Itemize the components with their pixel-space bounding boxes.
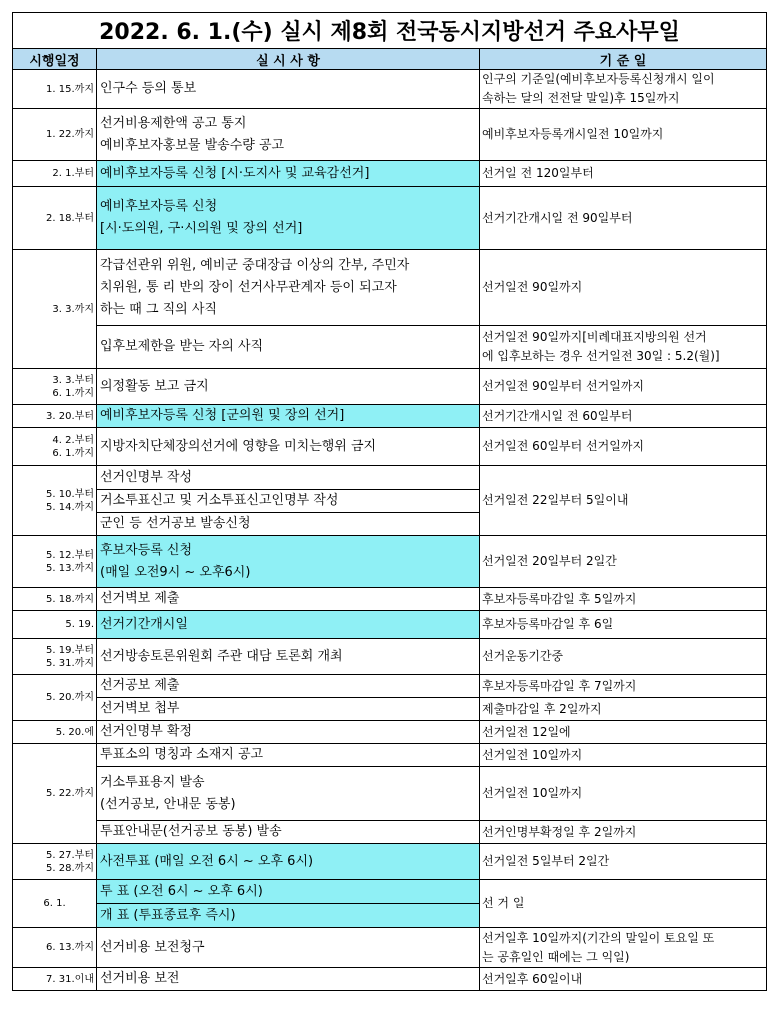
basis-text: 선거일전 10일까지 bbox=[482, 747, 583, 762]
schedule-date: 2. 18.부터 bbox=[46, 212, 94, 224]
basis-text: 선거기간개시일 전 60일부터 bbox=[482, 408, 633, 423]
item-text: 예비후보자홍보물 발송수량 공고 bbox=[100, 137, 285, 153]
basis-cell bbox=[480, 161, 767, 187]
schedule-cell bbox=[13, 928, 97, 968]
item-cell bbox=[97, 513, 480, 536]
schedule-cell bbox=[13, 161, 97, 187]
item-text: 예비후보자등록 신청 [군의원 및 장의 선거] bbox=[100, 408, 345, 423]
schedule-cell bbox=[13, 588, 97, 611]
item-cell bbox=[97, 490, 480, 513]
item-cell bbox=[97, 639, 480, 675]
basis-cell bbox=[480, 639, 767, 675]
item-text: 거소투표신고 및 거소투표신고인명부 작성 bbox=[100, 493, 339, 508]
table-row bbox=[13, 744, 767, 767]
table-row bbox=[13, 70, 767, 109]
item-text: [시·도의원, 구·시의원 및 장의 선거] bbox=[100, 221, 303, 236]
basis-cell bbox=[480, 369, 767, 405]
basis-cell bbox=[480, 611, 767, 639]
basis-text: 에 입후보하는 경우 선거일전 30일 : 5.2(월)] bbox=[482, 349, 720, 363]
basis-cell bbox=[480, 821, 767, 844]
item-cell bbox=[97, 250, 480, 326]
schedule-date: 5. 10.부터 bbox=[46, 488, 94, 500]
item-text: 투표소의 명칭과 소재지 공고 bbox=[100, 747, 264, 762]
schedule-cell bbox=[13, 536, 97, 588]
basis-cell bbox=[480, 968, 767, 991]
table-row bbox=[13, 187, 767, 250]
table-row bbox=[13, 250, 767, 326]
schedule-date: 1. 22.까지 bbox=[46, 129, 94, 140]
basis-text: 예비후보자등록개시일전 10일까지 bbox=[482, 127, 664, 141]
table-row bbox=[13, 611, 767, 639]
basis-text: 선거일전 90일까지 bbox=[482, 280, 583, 294]
item-cell-highlighted bbox=[97, 844, 480, 880]
basis-cell bbox=[480, 405, 767, 428]
basis-cell bbox=[480, 744, 767, 767]
table-row bbox=[13, 405, 767, 428]
basis-text: 선거일전 10일까지 bbox=[482, 786, 583, 800]
item-text: 투표안내문(선거공보 동봉) 발송 bbox=[100, 824, 282, 839]
schedule-date: 6. 1. bbox=[43, 898, 66, 909]
item-cell bbox=[97, 721, 480, 744]
item-cell bbox=[97, 428, 480, 466]
schedule-date: 5. 19. bbox=[65, 619, 94, 630]
basis-text: 선거일전 90일까지[비례대표지방의원 선거 bbox=[482, 330, 707, 344]
basis-text: 선거일전 20일부터 2일간 bbox=[482, 554, 617, 568]
item-cell bbox=[97, 109, 480, 161]
table-row bbox=[13, 109, 767, 161]
basis-text: 선거일전 90일부터 선거일까지 bbox=[482, 379, 645, 393]
schedule-date: 3. 20.부터 bbox=[46, 410, 94, 422]
schedule-date: 3. 3.까지 bbox=[52, 303, 94, 315]
schedule-date: 5. 19.부터 bbox=[46, 644, 94, 656]
schedule-date: 4. 2.부터 bbox=[52, 434, 94, 446]
table-row bbox=[13, 675, 767, 698]
header-item: 실 시 사 항 bbox=[97, 49, 480, 70]
item-text: 선거비용 보전청구 bbox=[100, 939, 205, 955]
schedule-date: 5. 18.까지 bbox=[46, 593, 94, 605]
header-basis: 기 준 일 bbox=[480, 49, 767, 70]
table-row bbox=[13, 326, 767, 369]
item-text: (매일 오전9시 ~ 오후6시) bbox=[100, 564, 251, 580]
item-cell-highlighted bbox=[97, 880, 480, 904]
item-text: 지방자치단체장의선거에 영향을 미치는행위 금지 bbox=[100, 438, 377, 454]
table-row bbox=[13, 369, 767, 405]
schedule-date: 5. 14.까지 bbox=[46, 501, 94, 513]
table-row bbox=[13, 588, 767, 611]
basis-cell bbox=[480, 536, 767, 588]
schedule-table bbox=[12, 12, 767, 991]
item-cell bbox=[97, 466, 480, 490]
schedule-cell bbox=[13, 187, 97, 250]
schedule-cell bbox=[13, 611, 97, 639]
basis-cell bbox=[480, 466, 767, 536]
table-row bbox=[13, 721, 767, 744]
schedule-date: 5. 31.까지 bbox=[46, 657, 94, 669]
schedule-cell bbox=[13, 109, 97, 161]
table-row bbox=[13, 639, 767, 675]
table-row bbox=[13, 968, 767, 991]
item-text: 예비후보자등록 신청 [시·도지사 및 교육감선거] bbox=[100, 165, 370, 181]
basis-cell bbox=[480, 70, 767, 109]
item-text: 선거기간개시일 bbox=[100, 616, 188, 632]
item-cell bbox=[97, 326, 480, 369]
item-text: 입후보제한을 받는 자의 사직 bbox=[100, 339, 264, 354]
schedule-date: 7. 31.이내 bbox=[46, 973, 94, 985]
schedule-cell bbox=[13, 428, 97, 466]
item-text: 투 표 (오전 6시 ~ 오후 6시) bbox=[100, 883, 263, 899]
document-title: 2022. 6. 1.(수) 실시 제8회 전국동시지방선거 주요사무일 bbox=[13, 13, 767, 49]
schedule-date: 6. 1.까지 bbox=[52, 387, 94, 399]
basis-text: 선 거 일 bbox=[482, 896, 525, 910]
table-row bbox=[13, 880, 767, 904]
basis-cell bbox=[480, 844, 767, 880]
schedule-date: 6. 13.까지 bbox=[46, 942, 94, 953]
schedule-date: 5. 20.에 bbox=[55, 726, 94, 738]
header-schedule: 시행일정 bbox=[13, 49, 97, 70]
item-cell bbox=[97, 369, 480, 405]
header-row bbox=[13, 49, 767, 70]
basis-cell bbox=[480, 880, 767, 928]
basis-cell bbox=[480, 250, 767, 326]
item-text: 치위원, 통 리 반의 장이 선거사무관계자 등이 되고자 bbox=[100, 279, 397, 295]
item-text: 선거공보 제출 bbox=[100, 678, 180, 693]
item-text: 하는 때 그 직의 사직 bbox=[100, 301, 217, 317]
item-cell-highlighted bbox=[97, 161, 480, 187]
basis-text: 속하는 달의 전전달 말일)후 15일까지 bbox=[482, 91, 680, 105]
schedule-cell bbox=[13, 639, 97, 675]
item-cell bbox=[97, 928, 480, 968]
table-row bbox=[13, 767, 767, 821]
basis-text: 선거운동기간중 bbox=[482, 649, 564, 663]
item-cell-highlighted bbox=[97, 187, 480, 250]
item-text: 예비후보자등록 신청 bbox=[100, 199, 218, 214]
basis-cell bbox=[480, 928, 767, 968]
schedule-date: 2. 1.부터 bbox=[52, 168, 94, 179]
basis-text: 선거인명부확정일 후 2일까지 bbox=[482, 824, 637, 839]
basis-text: 후보자등록마감일 후 6일 bbox=[482, 617, 614, 631]
item-text: 선거비용제한액 공고 통지 bbox=[100, 115, 247, 131]
basis-cell bbox=[480, 187, 767, 250]
schedule-date: 5. 22.까지 bbox=[46, 788, 94, 799]
table-row bbox=[13, 928, 767, 968]
item-cell bbox=[97, 767, 480, 821]
schedule-date: 5. 13.까지 bbox=[46, 562, 94, 574]
schedule-cell bbox=[13, 70, 97, 109]
schedule-cell bbox=[13, 250, 97, 369]
basis-text: 선거일전 60일부터 선거일까지 bbox=[482, 439, 645, 453]
basis-text: 선거일전 5일부터 2일간 bbox=[482, 854, 610, 868]
item-cell bbox=[97, 588, 480, 611]
item-text: 사전투표 (매일 오전 6시 ~ 오후 6시) bbox=[100, 853, 314, 869]
basis-text: 선거일후 10일까지(기간의 말일이 토요일 또 bbox=[482, 930, 715, 945]
schedule-document bbox=[12, 12, 766, 991]
schedule-cell bbox=[13, 744, 97, 844]
schedule-cell bbox=[13, 369, 97, 405]
schedule-cell bbox=[13, 721, 97, 744]
basis-cell bbox=[480, 326, 767, 369]
basis-text: 제출마감일 후 2일까지 bbox=[482, 701, 602, 716]
schedule-date: 5. 28.까지 bbox=[46, 862, 94, 874]
item-text: 각급선관위 위원, 예비군 중대장급 이상의 간부, 주민자 bbox=[100, 257, 410, 273]
basis-text: 선거일 전 120일부터 bbox=[482, 166, 594, 180]
item-cell bbox=[97, 675, 480, 698]
table-row bbox=[13, 698, 767, 721]
basis-cell bbox=[480, 698, 767, 721]
item-cell bbox=[97, 698, 480, 721]
table-row bbox=[13, 821, 767, 844]
basis-cell bbox=[480, 109, 767, 161]
table-row bbox=[13, 428, 767, 466]
table-row bbox=[13, 536, 767, 588]
schedule-date: 5. 20.까지 bbox=[46, 692, 94, 703]
basis-cell bbox=[480, 428, 767, 466]
item-cell bbox=[97, 821, 480, 844]
item-text: 선거벽보 첩부 bbox=[100, 701, 180, 716]
item-cell-highlighted bbox=[97, 904, 480, 928]
basis-text: 는 공휴일인 때에는 그 익일) bbox=[482, 949, 630, 964]
item-text: 선거인명부 작성 bbox=[100, 469, 193, 485]
basis-cell bbox=[480, 767, 767, 821]
item-text: 개 표 (투표종료후 즉시) bbox=[100, 907, 236, 923]
basis-cell bbox=[480, 675, 767, 698]
schedule-date: 6. 1.까지 bbox=[52, 447, 94, 459]
basis-cell bbox=[480, 721, 767, 744]
table-row bbox=[13, 466, 767, 490]
item-text: 선거벽보 제출 bbox=[100, 591, 180, 606]
item-cell-highlighted bbox=[97, 611, 480, 639]
schedule-cell bbox=[13, 405, 97, 428]
schedule-cell bbox=[13, 675, 97, 721]
schedule-cell bbox=[13, 880, 97, 928]
basis-text: 후보자등록마감일 후 5일까지 bbox=[482, 591, 637, 606]
item-text: 선거방송토론위원회 주관 대담 토론회 개최 bbox=[100, 648, 343, 664]
basis-cell bbox=[480, 588, 767, 611]
item-cell-highlighted bbox=[97, 405, 480, 428]
schedule-cell bbox=[13, 466, 97, 536]
item-text: 의정활동 보고 금지 bbox=[100, 378, 209, 394]
basis-text: 선거기간개시일 전 90일부터 bbox=[482, 210, 633, 225]
basis-text: 선거일전 12일에 bbox=[482, 724, 571, 739]
basis-text: 후보자등록마감일 후 7일까지 bbox=[482, 678, 637, 693]
table-row bbox=[13, 161, 767, 187]
schedule-date: 5. 12.부터 bbox=[46, 549, 94, 561]
item-text: 거소투표용지 발송 bbox=[100, 774, 205, 790]
item-text: (선거공보, 안내문 동봉) bbox=[100, 796, 236, 812]
schedule-date: 1. 15.까지 bbox=[46, 83, 94, 95]
item-text: 선거인명부 확정 bbox=[100, 724, 193, 739]
item-text: 인구수 등의 통보 bbox=[100, 81, 197, 96]
item-text: 후보자등록 신청 bbox=[100, 542, 193, 558]
item-text: 선거비용 보전 bbox=[100, 971, 180, 986]
item-cell bbox=[97, 968, 480, 991]
schedule-cell bbox=[13, 968, 97, 991]
basis-text: 인구의 기준일(예비후보자등록신청개시 일이 bbox=[482, 72, 715, 86]
schedule-date: 3. 3.부터 bbox=[52, 374, 94, 386]
schedule-cell bbox=[13, 844, 97, 880]
schedule-date: 5. 27.부터 bbox=[46, 849, 94, 861]
item-cell bbox=[97, 70, 480, 109]
basis-text: 선거일전 22일부터 5일이내 bbox=[482, 493, 629, 507]
basis-text: 선거일후 60일이내 bbox=[482, 971, 583, 986]
table-row bbox=[13, 844, 767, 880]
item-cell bbox=[97, 744, 480, 767]
item-cell-highlighted bbox=[97, 536, 480, 588]
item-text: 군인 등 선거공보 발송신청 bbox=[100, 516, 251, 531]
